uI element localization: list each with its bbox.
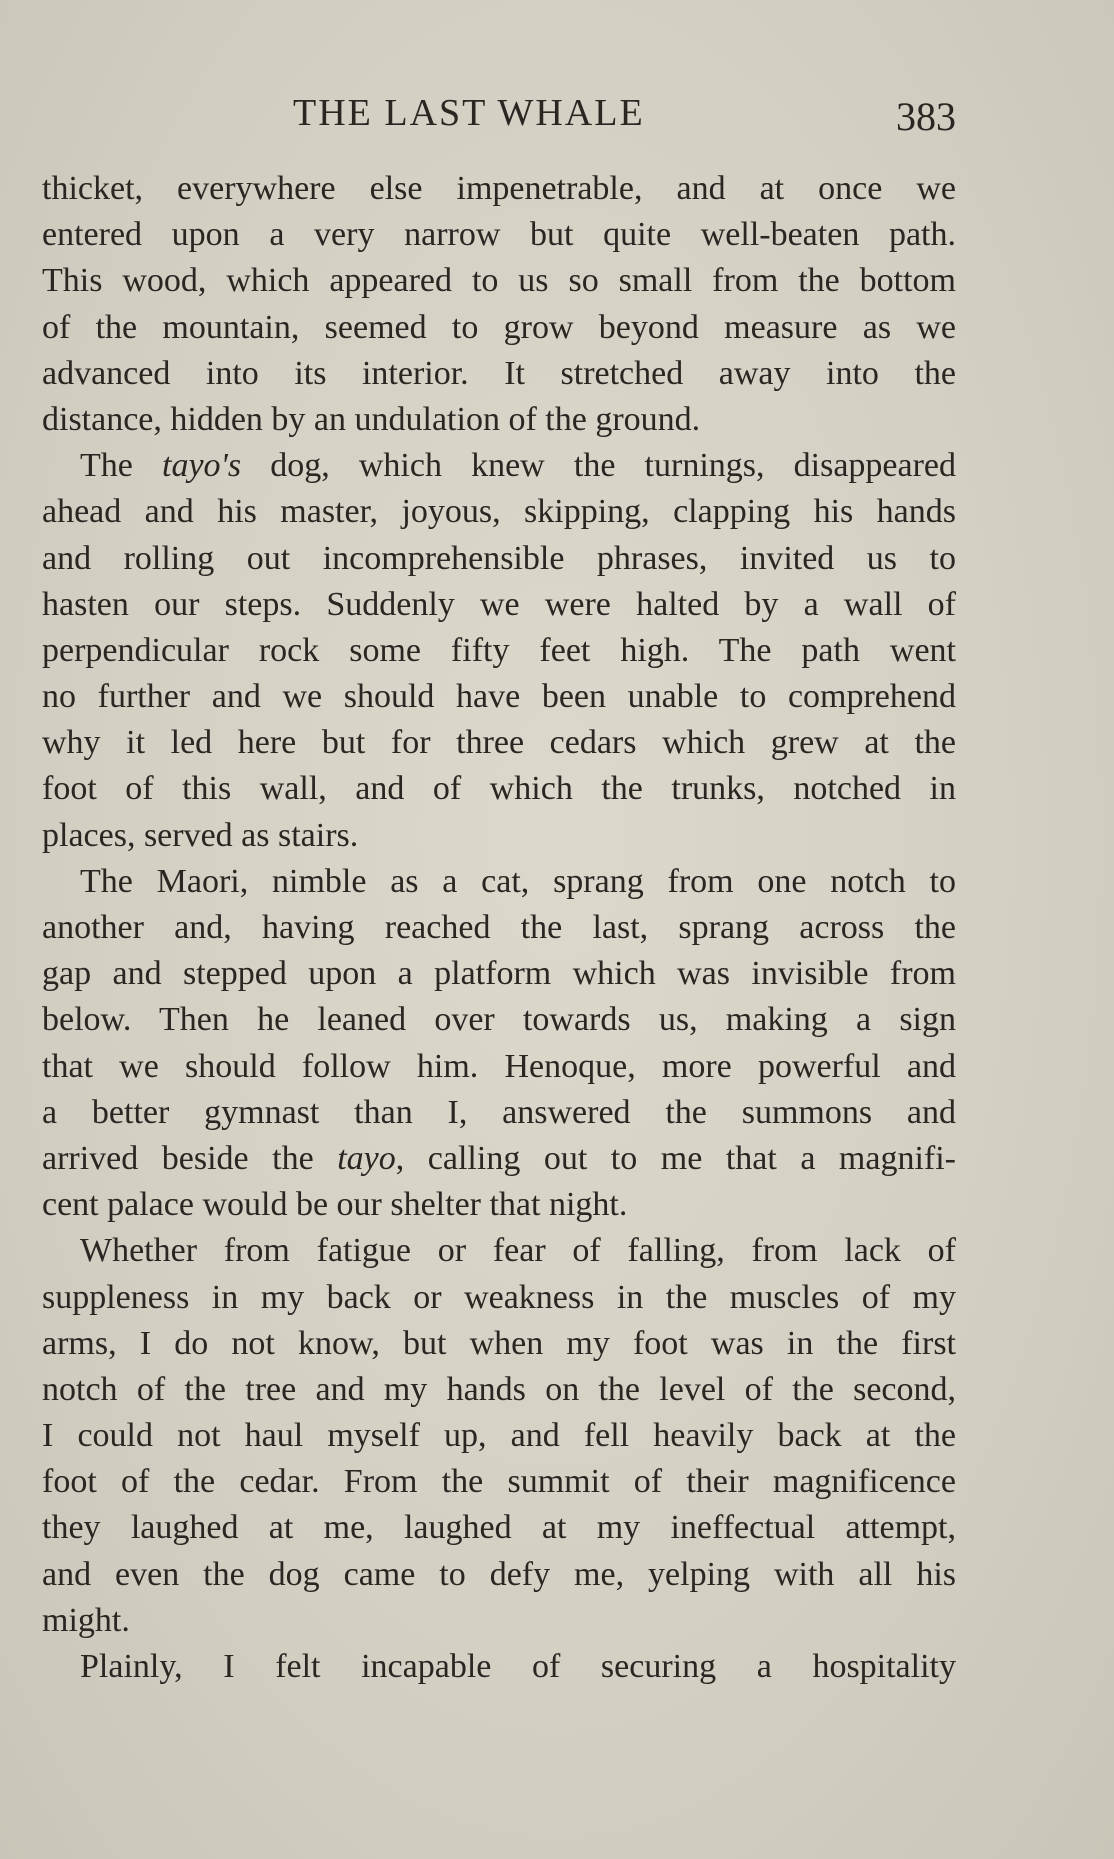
- text-run: a better gymnast than I, answered the summons and: [42, 1093, 956, 1131]
- paragraph: [42, 1644, 956, 1690]
- text-line: [42, 1090, 956, 1136]
- paragraph: [42, 1228, 956, 1644]
- text-run: below. Then he leaned over towards us, making a sign: [42, 1001, 956, 1039]
- text-line: [42, 859, 956, 905]
- text-run: they laughed at me, laughed at my ineffectual attempt,: [42, 1509, 956, 1547]
- text-run: and rolling out incomprehensible phrases, invited us to: [42, 539, 956, 577]
- text-run: that we should follow him. Henoque, more powerful and: [42, 1047, 956, 1085]
- text-run: distance, hidden by an undulation of the ground.: [42, 400, 701, 438]
- text-line: [42, 1552, 956, 1598]
- body-text: [42, 166, 956, 1690]
- running-title: THE LAST WHALE: [293, 92, 645, 134]
- text-line: [42, 1228, 956, 1274]
- text-line: [42, 1136, 956, 1182]
- text-line: [42, 1044, 956, 1090]
- text-run: perpendicular rock some fifty feet high. The path went: [42, 631, 956, 669]
- text-line: [42, 1321, 956, 1367]
- text-line: [42, 720, 956, 766]
- paragraph: [42, 166, 956, 443]
- italic-term: tayo's: [162, 447, 242, 485]
- text-line: [42, 997, 956, 1043]
- text-line: [42, 951, 956, 997]
- text-line: [42, 212, 956, 258]
- text-line: [42, 305, 956, 351]
- text-line: [42, 489, 956, 535]
- text-run: dog, which knew the turnings, disappeared: [241, 447, 957, 485]
- text-line: [42, 1367, 956, 1413]
- text-run: Whether from fatigue or fear of falling, from lack of: [80, 1232, 956, 1270]
- running-head: [0, 88, 1114, 138]
- text-run: cent palace would be our shelter that night.: [42, 1186, 628, 1224]
- text-line: [42, 1459, 956, 1505]
- text-run: and even the dog came to defy me, yelping with all his: [42, 1555, 956, 1593]
- paragraph: [42, 859, 956, 1229]
- text-run: of the mountain, seemed to grow beyond measure as we: [42, 308, 956, 346]
- page-number: 383: [896, 94, 956, 139]
- text-run: ahead and his master, joyous, skipping, clapping his hands: [42, 493, 956, 531]
- text-line: [42, 674, 956, 720]
- text-run: arrived beside the: [42, 1139, 338, 1177]
- text-run: The: [80, 447, 163, 485]
- text-run: another and, having reached the last, sprang across the: [42, 909, 956, 946]
- text-line: [42, 813, 956, 859]
- text-run: The Maori, nimble as a cat, sprang from one notch to: [80, 862, 956, 900]
- text-line: [42, 351, 956, 397]
- text-run: Plainly, I felt incapable of securing a hospitality: [80, 1648, 956, 1685]
- text-run: notch of the tree and my hands on the level of the second,: [42, 1370, 956, 1408]
- text-run: gap and stepped upon a platform which was invisible from: [42, 955, 956, 993]
- text-line: [42, 443, 956, 489]
- text-line: [42, 1182, 956, 1228]
- text-run: hasten our steps. Suddenly we were halted by a wall of: [42, 585, 956, 623]
- text-line: [42, 166, 956, 212]
- text-line: [42, 766, 956, 812]
- text-run: advanced into its interior. It stretched away into the: [42, 354, 956, 392]
- text-run: why it led here but for three cedars which grew at the: [42, 724, 956, 762]
- text-line: [42, 905, 956, 951]
- text-run: suppleness in my back or weakness in the muscles of my: [42, 1278, 956, 1316]
- text-run: foot of the cedar. From the summit of their magnificence: [42, 1463, 956, 1501]
- text-run: no further and we should have been unable to comprehend: [42, 678, 956, 716]
- text-line: [42, 582, 956, 628]
- text-line: [42, 1275, 956, 1321]
- text-line: [42, 258, 956, 304]
- text-run: arms, I do not know, but when my foot was in the first: [42, 1324, 956, 1362]
- italic-term: tayo: [337, 1139, 396, 1177]
- text-run: , calling out to me that a magnifi-: [395, 1139, 957, 1177]
- text-run: might.: [42, 1601, 130, 1639]
- text-run: places, served as stairs.: [42, 816, 359, 854]
- text-line: [42, 1413, 956, 1459]
- text-run: This wood, which appeared to us so small from the bottom: [42, 262, 956, 300]
- text-line: [42, 1505, 956, 1551]
- text-line: [42, 397, 956, 443]
- text-run: entered upon a very narrow but quite well-beaten path.: [42, 216, 956, 254]
- text-line: [42, 536, 956, 582]
- text-line: [42, 1598, 956, 1644]
- text-run: I could not haul myself up, and fell heavily back at the: [42, 1417, 956, 1455]
- text-line: [42, 1644, 956, 1690]
- paragraph: [42, 443, 956, 859]
- text-run: thicket, everywhere else impenetrable, and at once we: [42, 170, 956, 207]
- text-run: foot of this wall, and of which the trunks, notched in: [42, 770, 956, 808]
- text-line: [42, 628, 956, 674]
